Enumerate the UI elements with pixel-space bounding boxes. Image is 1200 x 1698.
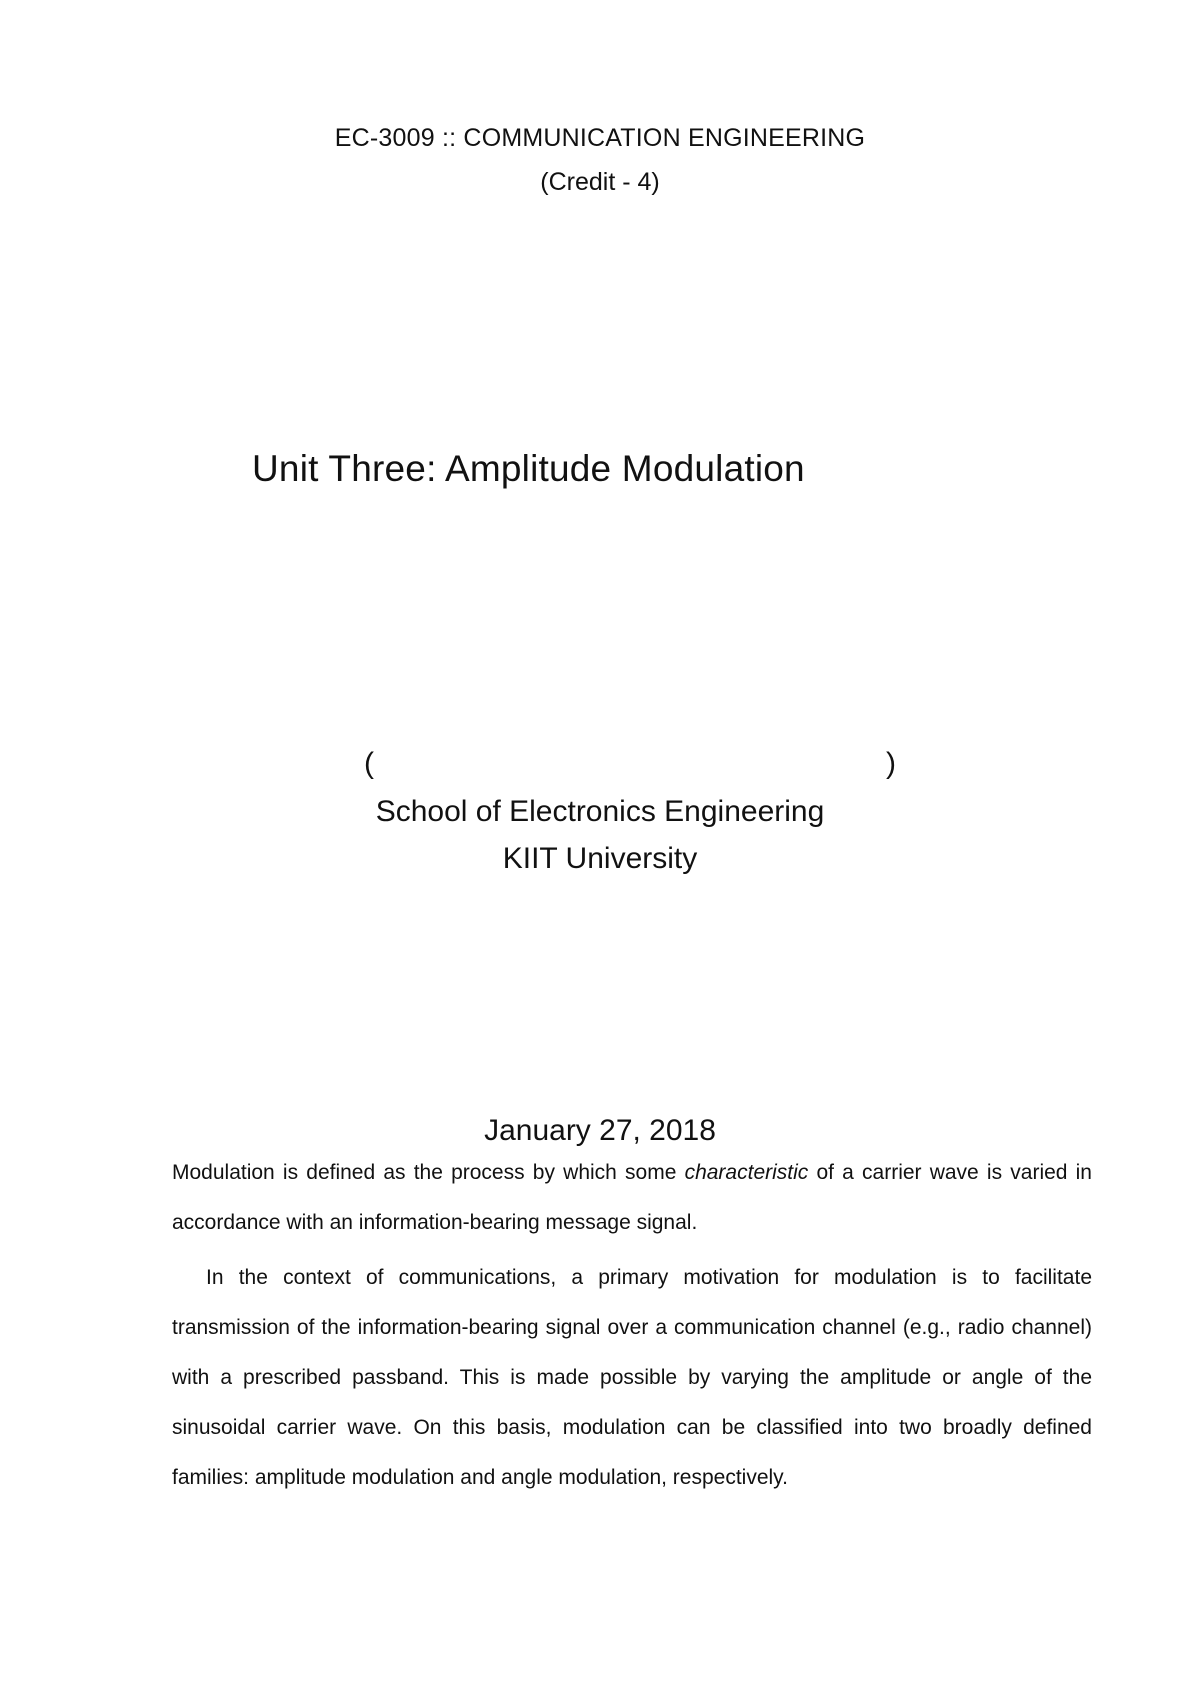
school-name: School of Electronics Engineering [375,795,825,828]
emphasis-characteristic: characteristic [684,1161,809,1184]
unit-title: Unit Three: Amplitude Modulation [252,448,805,489]
paragraph-definition-end: of a carrier wave is varied in accordance with an information-bearing message signal. [172,1161,1092,1234]
author-paren-open: ( [364,747,374,780]
paragraph-definition-start: Modulation is defined as the process by which some [172,1161,685,1184]
author-paren-close: ) [886,747,896,780]
paragraph-definition [172,1148,1092,1248]
course-code-heading: EC-3009 :: COMMUNICATION ENGINEERING [334,124,866,152]
university-name: KIIT University [502,842,698,875]
paragraph-motivation: In the context of communications, a primary motivation for modulation is to facilitate transmission of the information-bearing signal over a communication channel (e.g., radio channel) with a prescribed passband. This is made possible by varying the amplitude or angle of the sinusoidal carrier wave. On this basis, modulation can be classified into two broadly defined families: amplitude modulation and angle modulation, respectively. [172,1266,1092,1489]
document-date: January 27, 2018 [484,1114,716,1147]
credit-line: (Credit - 4) [540,168,660,196]
